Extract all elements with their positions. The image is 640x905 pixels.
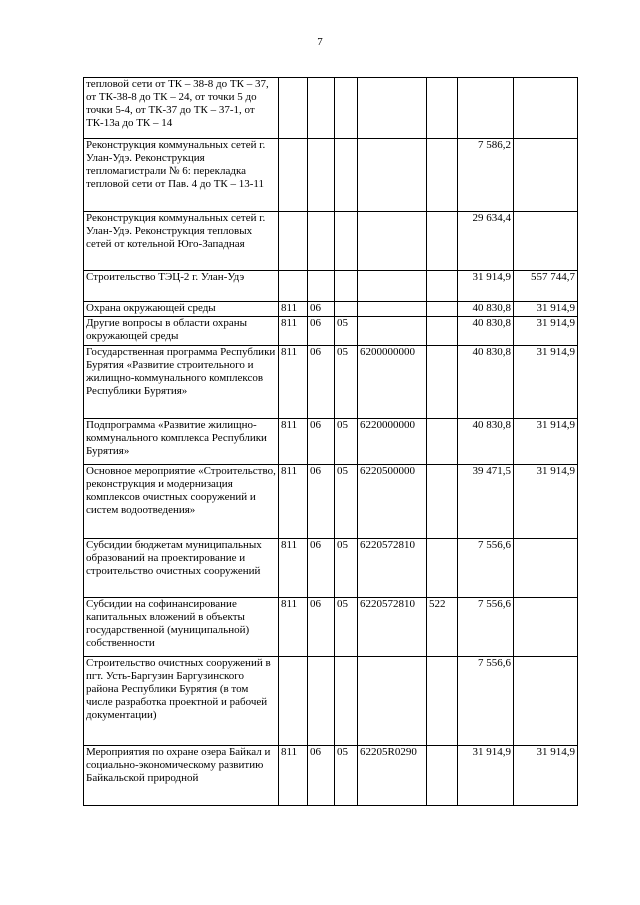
cell-pr xyxy=(335,139,358,212)
cell-rz: 06 xyxy=(308,317,335,346)
table-row xyxy=(84,419,578,465)
cell-ved: 811 xyxy=(279,302,308,317)
table-row xyxy=(84,212,578,271)
cell-csr xyxy=(358,212,427,271)
cell-sum2 xyxy=(514,598,578,657)
cell-rz: 06 xyxy=(308,465,335,539)
cell-vr xyxy=(427,212,458,271)
cell-sum2 xyxy=(514,78,578,139)
cell-ved: 811 xyxy=(279,419,308,465)
cell-csr xyxy=(358,317,427,346)
cell-sum1: 31 914,9 xyxy=(458,746,514,806)
cell-sum1: 40 830,8 xyxy=(458,302,514,317)
cell-sum1: 7 586,2 xyxy=(458,139,514,212)
cell-ved: 811 xyxy=(279,317,308,346)
cell-csr: 6200000000 xyxy=(358,346,427,419)
cell-name: Охрана окружающей среды xyxy=(84,302,279,317)
table-row xyxy=(84,465,578,539)
cell-csr xyxy=(358,78,427,139)
cell-sum1: 7 556,6 xyxy=(458,539,514,598)
cell-vr xyxy=(427,657,458,746)
cell-sum1: 29 634,4 xyxy=(458,212,514,271)
cell-vr xyxy=(427,271,458,302)
cell-pr xyxy=(335,657,358,746)
cell-sum2: 31 914,9 xyxy=(514,346,578,419)
cell-sum2: 31 914,9 xyxy=(514,465,578,539)
cell-sum1: 40 830,8 xyxy=(458,317,514,346)
cell-vr xyxy=(427,746,458,806)
cell-csr: 6220572810 xyxy=(358,539,427,598)
cell-sum1: 39 471,5 xyxy=(458,465,514,539)
cell-rz xyxy=(308,271,335,302)
budget-table xyxy=(83,77,578,806)
cell-vr xyxy=(427,317,458,346)
cell-ved: 811 xyxy=(279,746,308,806)
cell-vr xyxy=(427,139,458,212)
cell-name: Субсидии бюджетам муниципальных образований на проектирование и строительство очистных сооружений xyxy=(84,539,279,598)
cell-sum1: 40 830,8 xyxy=(458,419,514,465)
cell-rz: 06 xyxy=(308,302,335,317)
cell-pr: 05 xyxy=(335,598,358,657)
cell-ved xyxy=(279,271,308,302)
cell-sum1: 7 556,6 xyxy=(458,657,514,746)
table-row xyxy=(84,317,578,346)
page-number: 7 xyxy=(317,36,323,48)
cell-rz xyxy=(308,139,335,212)
cell-sum2: 31 914,9 xyxy=(514,317,578,346)
cell-sum2 xyxy=(514,212,578,271)
cell-pr xyxy=(335,271,358,302)
cell-name: Субсидии на софинансирование капитальных вложений в объекты государственной (муниципальной) собственности xyxy=(84,598,279,657)
cell-sum2 xyxy=(514,539,578,598)
cell-pr: 05 xyxy=(335,465,358,539)
cell-csr xyxy=(358,657,427,746)
cell-pr: 05 xyxy=(335,539,358,598)
cell-rz: 06 xyxy=(308,746,335,806)
cell-csr: 62205R0290 xyxy=(358,746,427,806)
cell-ved xyxy=(279,212,308,271)
cell-name: Основное мероприятие «Строительство, реконструкция и модернизация комплексов очистных сооружений и систем водоотведения» xyxy=(84,465,279,539)
cell-name: Реконструкция коммунальных сетей г. Улан-Удэ. Реконструкция тепломагистрали № 6: перекладка тепловой сети от Пав. 4 до ТК – 13-11 xyxy=(84,139,279,212)
cell-pr: 05 xyxy=(335,346,358,419)
cell-vr xyxy=(427,302,458,317)
cell-name: Государственная программа Республики Бурятия «Развитие строительного и жилищно-коммунального комплексов Республики Бурятия» xyxy=(84,346,279,419)
cell-csr xyxy=(358,139,427,212)
table-row xyxy=(84,78,578,139)
cell-sum1: 31 914,9 xyxy=(458,271,514,302)
cell-ved: 811 xyxy=(279,346,308,419)
cell-pr xyxy=(335,78,358,139)
cell-name: Строительство ТЭЦ-2 г. Улан-Удэ xyxy=(84,271,279,302)
cell-rz: 06 xyxy=(308,539,335,598)
cell-sum2: 31 914,9 xyxy=(514,302,578,317)
cell-vr: 522 xyxy=(427,598,458,657)
cell-sum1 xyxy=(458,78,514,139)
cell-vr xyxy=(427,539,458,598)
cell-name: Мероприятия по охране озера Байкал и социально-экономическому развитию Байкальской природной xyxy=(84,746,279,806)
table-row xyxy=(84,598,578,657)
cell-vr xyxy=(427,78,458,139)
table-row xyxy=(84,302,578,317)
table-row xyxy=(84,139,578,212)
cell-rz xyxy=(308,78,335,139)
cell-sum1: 40 830,8 xyxy=(458,346,514,419)
cell-ved xyxy=(279,657,308,746)
table-row xyxy=(84,657,578,746)
cell-rz: 06 xyxy=(308,419,335,465)
cell-name: Другие вопросы в области охраны окружающей среды xyxy=(84,317,279,346)
cell-name: тепловой сети от ТК – 38-8 до ТК – 37, от ТК-38-8 до ТК – 24, от точки 5 до точки 5-4, от ТК-37 до ТК – 37-1, от ТК-13а до ТК – 14 xyxy=(84,78,279,139)
cell-sum1: 7 556,6 xyxy=(458,598,514,657)
cell-pr xyxy=(335,212,358,271)
cell-csr xyxy=(358,271,427,302)
cell-ved: 811 xyxy=(279,598,308,657)
cell-ved xyxy=(279,139,308,212)
cell-rz xyxy=(308,212,335,271)
cell-sum2 xyxy=(514,657,578,746)
cell-vr xyxy=(427,465,458,539)
cell-ved xyxy=(279,78,308,139)
cell-name: Строительство очистных сооружений в пгт. Усть-Баргузин Баргузинского района Республики Бурятия (в том числе разработка проектной и рабочей документации) xyxy=(84,657,279,746)
cell-sum2: 557 744,7 xyxy=(514,271,578,302)
cell-vr xyxy=(427,419,458,465)
table-row xyxy=(84,746,578,806)
cell-pr: 05 xyxy=(335,317,358,346)
cell-rz: 06 xyxy=(308,346,335,419)
table-row xyxy=(84,539,578,598)
cell-sum2 xyxy=(514,139,578,212)
cell-csr: 6220572810 xyxy=(358,598,427,657)
cell-rz xyxy=(308,657,335,746)
cell-ved: 811 xyxy=(279,465,308,539)
cell-sum2: 31 914,9 xyxy=(514,419,578,465)
cell-pr xyxy=(335,302,358,317)
table-row xyxy=(84,271,578,302)
cell-name: Подпрограмма «Развитие жилищно-коммунального комплекса Республики Бурятия» xyxy=(84,419,279,465)
cell-sum2: 31 914,9 xyxy=(514,746,578,806)
cell-ved: 811 xyxy=(279,539,308,598)
cell-pr: 05 xyxy=(335,746,358,806)
table-row xyxy=(84,346,578,419)
cell-csr: 6220500000 xyxy=(358,465,427,539)
cell-name: Реконструкция коммунальных сетей г. Улан-Удэ. Реконструкция тепловых сетей от котельной Юго-Западная xyxy=(84,212,279,271)
cell-rz: 06 xyxy=(308,598,335,657)
cell-csr xyxy=(358,302,427,317)
cell-vr xyxy=(427,346,458,419)
cell-csr: 6220000000 xyxy=(358,419,427,465)
cell-pr: 05 xyxy=(335,419,358,465)
